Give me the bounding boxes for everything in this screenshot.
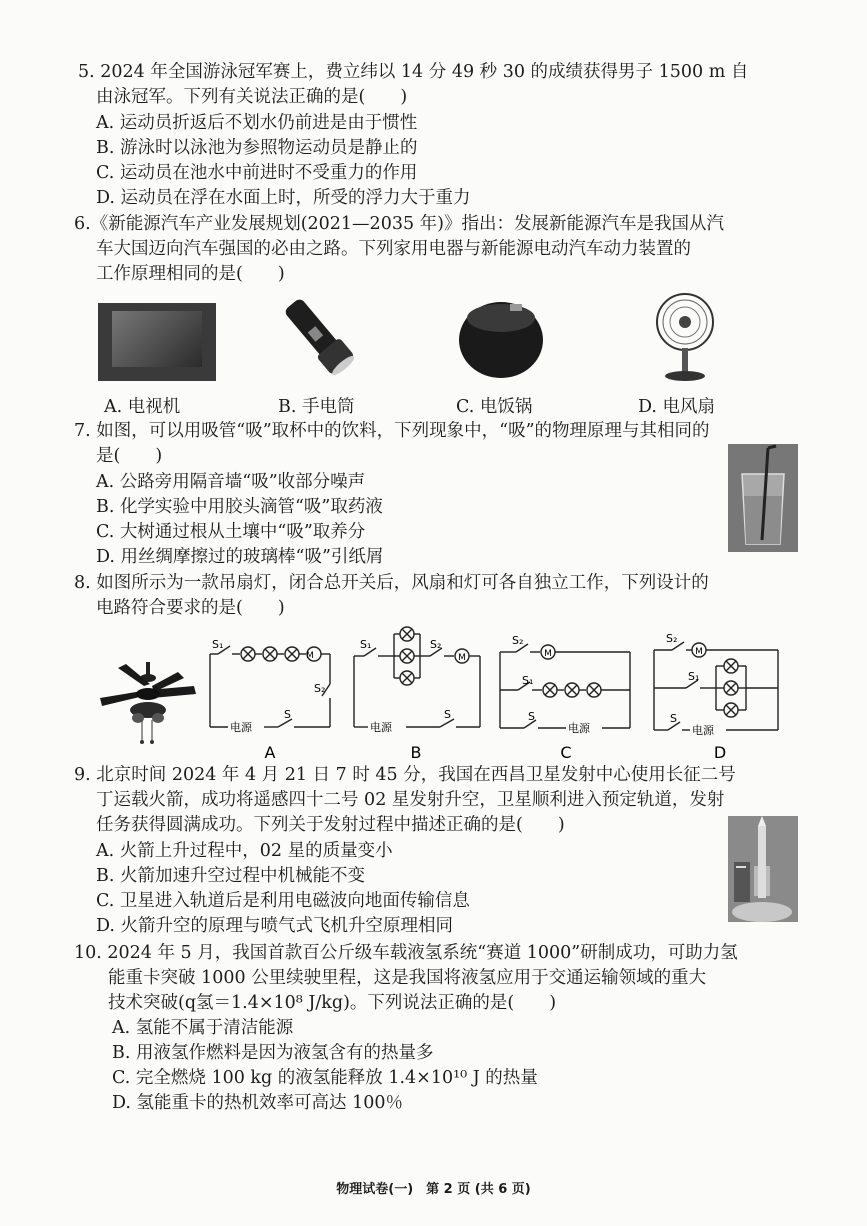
circuit-a-s1-label: S₁: [212, 638, 224, 651]
circuit-b-source-label: 电源: [370, 721, 392, 734]
q5-option-b: B. 游泳时以泳池为参照物运动员是静止的: [96, 138, 418, 158]
q8-stem-line1: 8. 如图所示为一款吊扇灯，闭合总开关后，风扇和灯可各自独立工作，下列设计的: [74, 573, 709, 593]
circuit-a-s-label: S: [284, 708, 291, 721]
drink-cup-image: [728, 444, 798, 552]
q10-option-b: B. 用液氢作燃料是因为液氢含有的热量多: [112, 1043, 434, 1063]
q9-stem-line1: 9. 北京时间 2024 年 4 月 21 日 7 时 45 分，我国在西昌卫星发射中心使用长征二号: [74, 765, 736, 785]
circuit-b-s2-label: S₂: [430, 638, 442, 651]
circuit-c-s1-label: S₁: [522, 674, 534, 687]
q6-caption-c: C. 电饭锅: [456, 397, 533, 417]
q6-stem-line3: 工作原理相同的是( ): [96, 264, 285, 284]
circuit-d-source-label: 电源: [692, 724, 714, 737]
circuit-a-label: A: [264, 743, 276, 762]
q10-stem-line1: 10. 2024 年 5 月，我国首款百公斤级车载液氢系统“赛道 1000”研制成功，可助力氢: [74, 943, 738, 963]
q7-stem-line2: 是( ): [96, 446, 163, 466]
circuit-c-s2-label: S₂: [512, 634, 524, 647]
circuit-c-label: C: [560, 743, 572, 762]
circuit-d-s-label: S: [670, 712, 677, 725]
q6-stem-line1: 6.《新能源汽车产业发展规划(2021—2035 年)》指出：发展新能源汽车是我国从汽: [74, 214, 724, 234]
q10-stem-line3: 技术突破(q氢＝1.4×10⁸ J/kg)。下列说法正确的是( ): [108, 993, 557, 1013]
q9-option-d: D. 火箭升空的原理与喷气式飞机升空原理相同: [96, 916, 454, 936]
circuit-c-s-label: S: [528, 710, 535, 723]
q9-option-a: A. 火箭上升过程中，02 星的质量变小: [96, 841, 393, 861]
q9-option-b: B. 火箭加速升空过程中机械能不变: [96, 866, 365, 886]
circuit-c: [494, 628, 642, 762]
q7-option-c: C. 大树通过根从土壤中“吸”取养分: [96, 522, 366, 542]
circuit-a: [200, 632, 346, 762]
q10-option-c: C. 完全燃烧 100 kg 的液氢能释放 1.4×10¹⁰ J 的热量: [112, 1068, 538, 1088]
q6-caption-d: D. 电风扇: [638, 397, 716, 417]
circuit-a-s2-label: S₂: [314, 682, 326, 695]
q9-stem-line2: 丁运载火箭，成功将遥感四十二号 02 星发射升空，卫星顺利进入预定轨道，发射: [96, 790, 725, 810]
q7-option-d: D. 用丝绸摩擦过的玻璃棒“吸”引纸屑: [96, 547, 384, 567]
q10-stem-line2: 能重卡突破 1000 公里续驶里程，这是我国将液氢应用于交通运输领域的重大: [108, 968, 707, 988]
q5-option-a: A. 运动员折返后不划水仍前进是由于惯性: [96, 113, 418, 133]
circuit-d-s1-label: S₁: [688, 670, 700, 683]
q7-option-a: A. 公路旁用隔音墙“吸”收部分噪声: [96, 472, 366, 492]
q9-stem-line3: 任务获得圆满成功。下列关于发射过程中描述正确的是( ): [96, 815, 565, 835]
circuit-d: [646, 626, 792, 762]
rice-cooker-image: [456, 292, 546, 380]
q5-stem-line2: 由泳冠军。下列有关说法正确的是( ): [96, 87, 408, 107]
q8-stem-line2: 电路符合要求的是( ): [96, 598, 285, 618]
circuit-d-s2-label: S₂: [666, 632, 678, 645]
circuit-b-s1-label: S₁: [360, 638, 372, 651]
circuit-d-label: D: [713, 743, 727, 762]
flashlight-image: [278, 293, 358, 381]
q6-caption-b: B. 手电筒: [278, 397, 355, 417]
q7-option-b: B. 化学实验中用胶头滴管“吸”取药液: [96, 497, 383, 517]
circuit-c-motor-label: M: [544, 649, 552, 659]
circuit-d-motor-label: M: [695, 647, 703, 657]
circuit-a-source-label: 电源: [230, 721, 252, 734]
circuit-c-source-label: 电源: [568, 722, 590, 735]
q10-option-d: D. 氢能重卡的热机效率可高达 100％: [112, 1093, 403, 1113]
circuit-b-motor-label: M: [458, 653, 466, 663]
q5-option-d: D. 运动员在浮在水面上时，所受的浮力大于重力: [96, 188, 471, 208]
page-footer: 物理试卷(一) 第 2 页 (共 6 页): [336, 1182, 531, 1197]
ceiling-fan-lamp-image: [98, 660, 198, 752]
rocket-launch-image: [728, 816, 798, 922]
circuit-b: [346, 620, 492, 762]
circuit-a-motor-label: M: [306, 651, 314, 661]
q5-option-c: C. 运动员在池水中前进时不受重力的作用: [96, 163, 418, 183]
q7-stem-line1: 7. 如图，可以用吸管“吸”取杯中的饮料，下列现象中，“吸”的物理原理与其相同的: [74, 421, 710, 441]
q6-caption-a: A. 电视机: [104, 397, 181, 417]
circuit-b-s-label: S: [444, 708, 451, 721]
q10-option-a: A. 氢能不属于清洁能源: [112, 1018, 294, 1038]
circuit-b-label: B: [410, 743, 422, 762]
q9-option-c: C. 卫星进入轨道后是利用电磁波向地面传输信息: [96, 891, 470, 911]
tv-image: [98, 303, 216, 381]
q6-stem-line2: 车大国迈向汽车强国的必由之路。下列家用电器与新能源电动汽车动力装置的: [96, 239, 691, 259]
q5-stem-line1: 5. 2024 年全国游泳冠军赛上，费立纬以 14 分 49 秒 30 的成绩获得男子 1500 m 自: [78, 62, 749, 82]
fan-image: [648, 292, 722, 382]
